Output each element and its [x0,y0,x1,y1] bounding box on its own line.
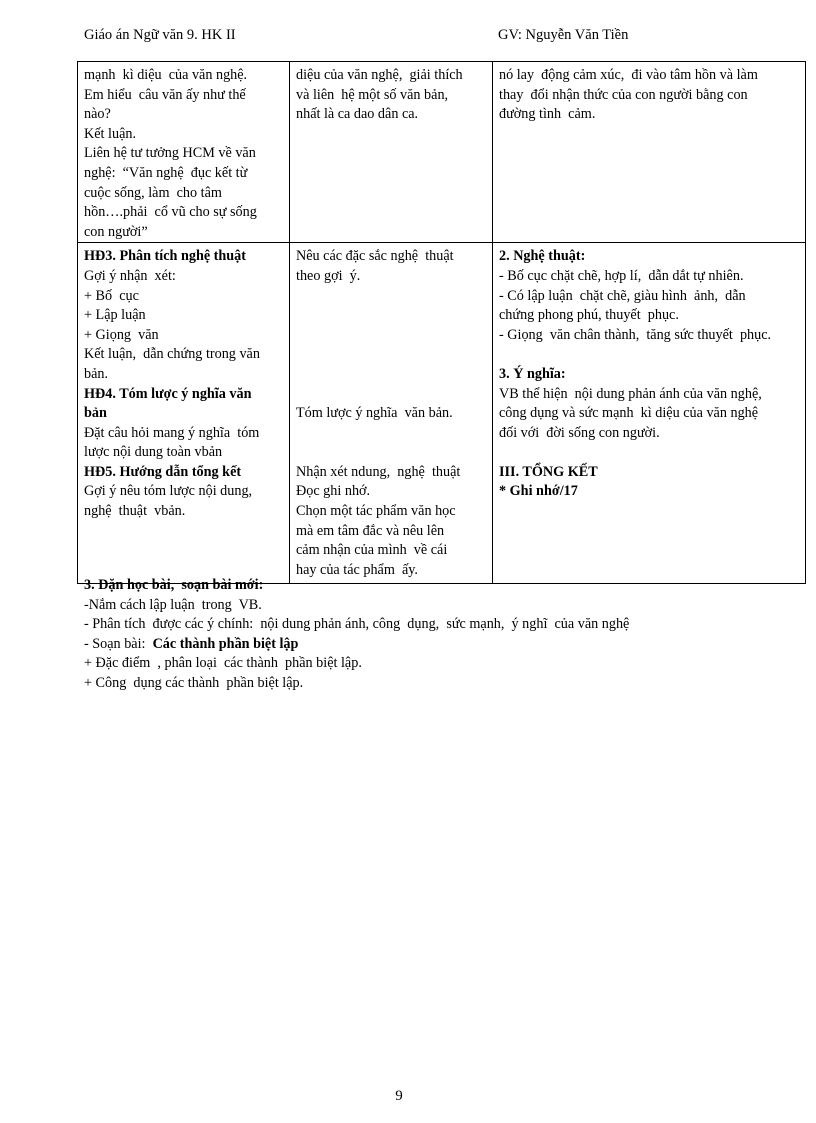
cell-heading: bản [84,405,107,422]
cell-text: thay đổi nhận thức của con người bằng con [499,86,748,103]
table-cell [493,243,806,584]
blank-line [296,365,486,385]
cell-text: + Lập luận [84,307,146,324]
table-cell [493,62,806,243]
cell-text: - Giọng văn chân thành, tăng sức thuyết phục. [499,326,772,343]
table-cell [290,62,493,243]
cell-text: nó lay động cảm xúc, đi vào tâm hồn và làm [499,67,758,83]
note-text: - Soạn bài: [84,635,153,652]
table-cell [78,62,290,243]
blank-line [499,443,799,463]
cell-text: Gợi ý nhận xét: [84,267,176,284]
blank-line [296,385,486,405]
cell-text: nhất là ca dao dân ca. [296,106,419,123]
cell-text: + Bố cục [84,287,139,304]
cell-text: Đọc ghi nhớ. [296,483,371,500]
cell-text: đường tình cảm. [499,106,596,123]
cell-heading: * Ghi nhớ/17 [499,483,578,500]
note-emphasis: Các thành phần biệt lập [152,635,299,652]
header-right: GV: Nguyễn Văn Tiền [498,27,629,43]
cell-text: Gợi ý nêu tóm lược nội dung, [84,483,253,500]
table-cell [290,243,493,584]
cell-text: Đặt câu hỏi mang ý nghĩa tóm [84,424,260,441]
table-row [78,62,806,243]
cell-text: nghệ thuật vbản. [84,503,186,520]
cell-text: VB thể hiện nội dung phản ánh của văn nghệ, [499,385,762,402]
cell-text: - Bố cục chặt chẽ, hợp lí, dẫn dắt tự nhiên. [499,267,744,284]
cell-heading: 2. Nghệ thuật: [499,248,586,265]
cell-text: chứng phong phú, thuyết phục. [499,307,679,324]
cell-text: và liên hệ một số văn bản, [296,86,449,103]
blank-line [296,326,486,346]
cell-text: cảm nhận của mình về cái [296,542,448,559]
note-text: - Phân tích được các ý chính: nội dung phản ánh, công dụng, sức mạnh, ý nghĩ của văn nghệ [84,616,630,633]
cell-text: con người” [84,223,148,240]
cell-text: Kết luận, dẫn chứng trong văn [84,346,260,363]
blank-line [296,443,486,463]
note-line [84,635,629,655]
blank-line [296,306,486,326]
cell-heading: HĐ5. Hướng dẫn tổng kết [84,463,242,480]
cell-heading: HĐ3. Phân tích nghệ thuật [84,248,246,265]
cell-text: - Có lập luận chặt chẽ, giàu hình ảnh, dẫn [499,287,746,304]
blank-line [499,345,799,365]
note-line [84,654,629,674]
cell-text: hồn….phải cổ vũ cho sự sống [84,204,257,221]
cell-text: đối với đời sống con người. [499,424,660,441]
note-text: + Công dụng các thành phần biệt lập. [84,674,304,691]
note-line [84,615,629,635]
cell-text: hay của tác phẩm ấy. [296,561,418,578]
cell-text: Nêu các đặc sắc nghệ thuật [296,248,454,265]
note-line [84,674,629,694]
cell-text: mạnh kì diệu của văn nghệ. [84,67,248,83]
note-text: + Đặc điểm , phân loại các thành phần biệt lập. [84,655,362,672]
cell-heading: III. TỔNG KẾT [499,463,598,480]
cell-text: Em hiểu câu văn ấy như thế [84,86,246,103]
cell-text: nào? [84,106,111,123]
cell-text: Liên hệ tư tưởng HCM về văn [84,145,256,162]
table-cell [78,243,290,584]
cell-text: Nhận xét ndung, nghệ thuật [296,463,461,480]
blank-line [296,424,486,444]
cell-text: công dụng và sức mạnh kì diệu của văn nghệ [499,405,759,422]
blank-line [296,345,486,365]
note-text: -Nắm cách lập luận trong VB. [84,596,262,613]
cell-text: lược nội dung toàn vbản [84,444,223,461]
cell-heading: HĐ4. Tóm lược ý nghĩa văn [84,385,252,402]
note-line [84,596,629,616]
table-row [78,243,806,584]
cell-text: Kết luận. [84,125,137,142]
cell-text: Chọn một tác phẩm văn học [296,503,456,520]
lesson-table [77,61,806,584]
cell-text: diệu của văn nghệ, giải thích [296,67,463,83]
cell-text: mà em tâm đắc và nêu lên [296,522,445,539]
cell-text: + Giọng văn [84,326,159,343]
homework-notes [84,576,629,694]
blank-line [296,287,486,307]
note-line [84,576,629,596]
page-number: 9 [395,1088,403,1104]
header-left: Giáo án Ngữ văn 9. HK II [84,27,236,43]
cell-heading: 3. Ý nghĩa: [499,365,566,382]
note-emphasis: 3. Dặn học bài, soạn bài mới: [84,577,264,593]
cell-text: bản. [84,365,109,382]
cell-text: nghệ: “Văn nghệ đục kết từ [84,164,248,181]
cell-text: theo gợi ý. [296,267,361,284]
cell-text: cuộc sống, làm cho tâm [84,184,222,201]
cell-text: Tóm lược ý nghĩa văn bản. [296,405,453,422]
